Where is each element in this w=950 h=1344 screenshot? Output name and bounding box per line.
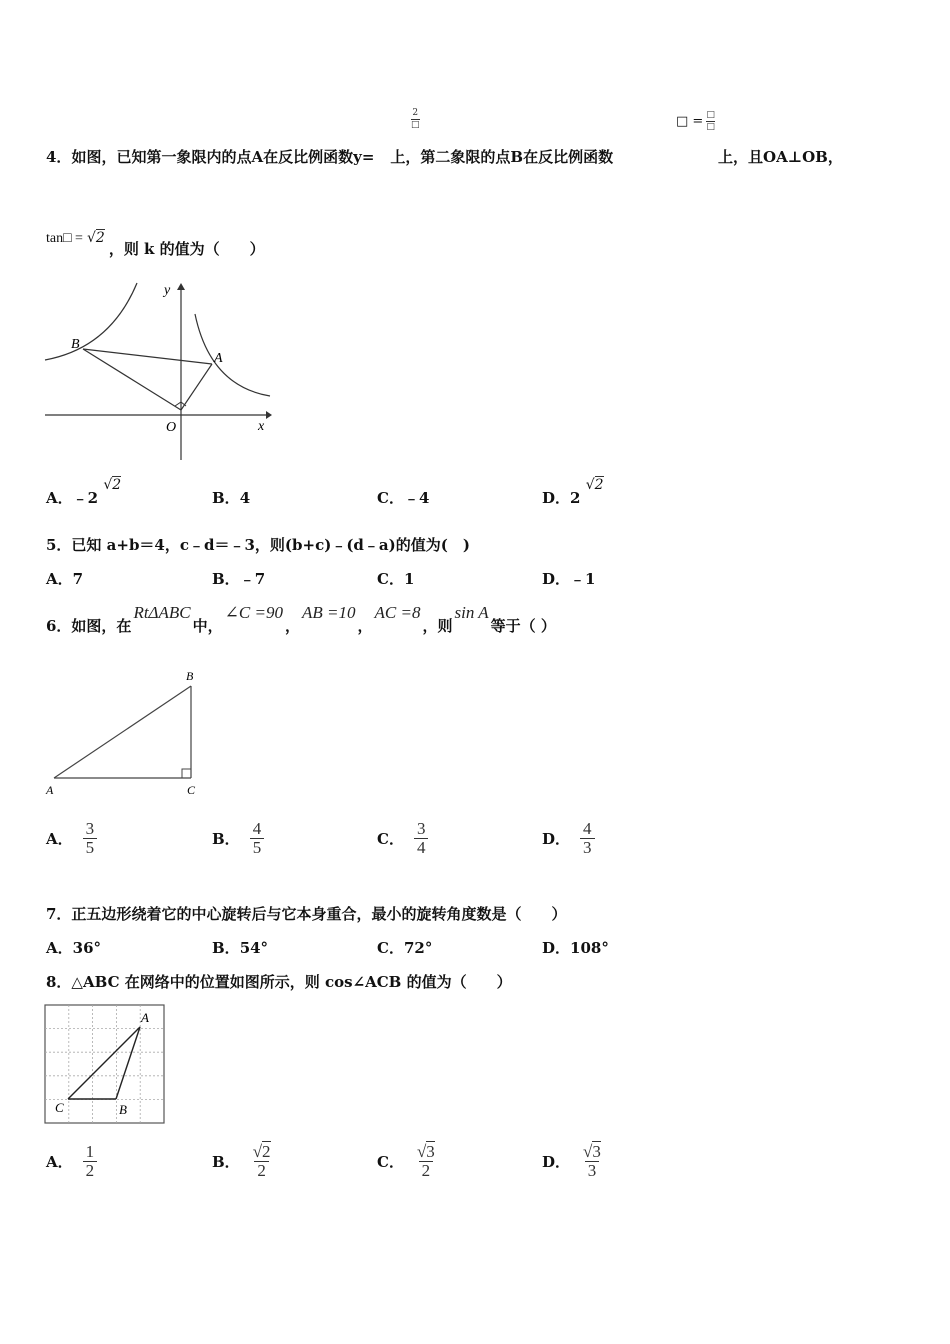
q4-func-fraction <box>411 108 420 131</box>
q4-text-d: 在反比例函数 <box>523 148 614 166</box>
q4-option-a-radicand: 2 <box>112 477 122 493</box>
q6-right-angle-mark <box>182 769 191 778</box>
q6-stem <box>46 603 556 636</box>
q8-option-c-label: C． <box>377 1152 404 1171</box>
q4-text-e: 上，且 <box>718 148 764 166</box>
q4-tan-expr: tan□ = <box>46 231 83 246</box>
q7-option-c-label: C． <box>377 939 404 957</box>
q4-stem <box>46 146 613 167</box>
q5-option-c-label: C． <box>377 570 404 588</box>
q6-sin: sin A <box>454 603 489 622</box>
q5-option-a-value: 7 <box>72 570 84 588</box>
q7-option-a-value: 36° <box>72 939 102 957</box>
q4-point-a: A <box>251 148 264 166</box>
q8-option-a-label: A． <box>46 1152 73 1171</box>
q4-option-d-label: D． <box>542 489 571 507</box>
q4-figure <box>40 278 276 464</box>
q4-option-d-value: 2 <box>570 489 581 507</box>
q6-option-c[interactable] <box>377 820 428 857</box>
q8-label-c: C <box>55 1100 64 1115</box>
q6-angle: ∠C =90 <box>224 603 283 622</box>
q6-option-a[interactable] <box>46 820 97 857</box>
q8-option-c-rad: 3 <box>426 1142 435 1161</box>
q4-option-a-label: A． <box>46 489 73 507</box>
q8-figure <box>44 1004 168 1128</box>
q6-option-b-num: 4 <box>252 819 262 838</box>
q4-condition: OA⊥OB， <box>763 148 843 166</box>
q5-option-b[interactable] <box>212 568 265 589</box>
q4-option-a[interactable] <box>46 477 122 508</box>
q7-option-c[interactable] <box>377 937 432 958</box>
q4-option-c-label: C． <box>377 489 404 507</box>
q8-option-d-label: D． <box>542 1152 571 1171</box>
q5-option-d-value: ﹣1 <box>570 570 596 588</box>
q5-option-a[interactable] <box>46 568 83 589</box>
q8-option-a-den: 2 <box>83 1161 98 1180</box>
q6-option-c-num: 3 <box>416 819 426 838</box>
q6-text-a: 6．如图，在 <box>46 617 132 635</box>
q6-comma1: ， <box>284 617 300 635</box>
q4-tan-val: 2 <box>95 230 105 246</box>
q4-question: ，则 k 的值为（ ） <box>108 240 265 258</box>
q8-option-b-den: 2 <box>254 1161 269 1180</box>
q5-option-c-value: 1 <box>403 570 415 588</box>
q4-curve-first-quadrant <box>195 314 270 396</box>
q4-y-arrow <box>177 283 185 290</box>
q6-option-d-den: 3 <box>580 838 595 857</box>
q4-option-d-sqrt: √2 <box>585 477 604 493</box>
q4-number: 4． <box>46 148 72 166</box>
q4-option-c[interactable] <box>377 487 429 508</box>
q6-text-b: 中， <box>192 617 223 635</box>
q7-option-d-label: D． <box>542 939 571 957</box>
q6-option-b[interactable] <box>212 820 264 857</box>
q7-stem: 7．正五边形绕着它的中心旋转后与它本身重合，最小的旋转角度数是（ ） <box>46 905 567 923</box>
q6-rt: RtΔABC <box>133 603 191 622</box>
q6-option-d[interactable] <box>542 820 595 857</box>
q6-ac: AC =8 <box>374 603 421 622</box>
q4-text-b: 在反比例函数 <box>263 148 354 166</box>
q7-option-b[interactable] <box>212 937 268 958</box>
q4-func-frac-num: 2 <box>412 108 419 118</box>
q4-option-d-radicand: 2 <box>594 477 604 493</box>
q4-x-arrow <box>266 411 272 419</box>
q4-option-b-value: 4 <box>239 489 251 507</box>
q6-option-d-label: D． <box>542 829 571 848</box>
q8-stem: 8．△ABC 在网络中的位置如图所示，则 cos∠ACB 的值为（ ） <box>46 973 512 991</box>
q4-option-c-value: ﹣4 <box>403 489 430 507</box>
q7-option-c-value: 72° <box>403 939 433 957</box>
q4-option-b-label: B． <box>212 489 240 507</box>
q7-option-d[interactable] <box>542 937 609 958</box>
q6-option-c-label: C． <box>377 829 404 848</box>
q4-label-o: O <box>166 420 177 435</box>
q6-option-a-den: 5 <box>83 838 98 857</box>
q6-option-d-num: 4 <box>583 819 592 838</box>
q6-label-c: C <box>187 783 196 797</box>
q5-option-b-label: B． <box>212 570 240 588</box>
q8-option-b-label: B． <box>212 1152 240 1171</box>
q4-point-b: B <box>510 148 524 166</box>
q7-option-d-value: 108° <box>570 939 609 957</box>
q7-option-a-label: A． <box>46 939 73 957</box>
q4-func2 <box>676 110 715 133</box>
q6-option-a-num: 3 <box>85 819 95 838</box>
q4-func2-frac-num: □ <box>706 110 715 120</box>
q8-option-c[interactable]: C． $\frac{√3}{2}$ <box>377 1142 435 1180</box>
q6-comma2: ， <box>357 617 373 635</box>
q8-option-d[interactable]: D． $\frac{√3}{3}$ <box>542 1142 601 1180</box>
q4-label-a: A <box>214 351 223 366</box>
q4-option-a-value: ﹣2 <box>72 489 99 507</box>
q5-stem: 5．已知 a+b＝4，c﹣d＝﹣3，则(b+c)﹣(d﹣a)的值为( ) <box>46 536 470 554</box>
q4-text-a: 如图，已知第一象限内的点 <box>71 148 252 166</box>
q4-option-d[interactable] <box>542 477 604 508</box>
q4-stem-tail <box>718 146 843 167</box>
q6-label-a: A <box>46 783 54 797</box>
q6-option-b-den: 5 <box>250 838 265 857</box>
q6-label-b: B <box>186 669 194 683</box>
q5-option-a-label: A． <box>46 570 73 588</box>
q4-tan-line <box>46 226 265 258</box>
q6-text-d: 等于（ ） <box>490 617 556 635</box>
q4-func-frac-den: □ <box>411 120 420 130</box>
q8-option-d-den: 3 <box>585 1161 600 1180</box>
q4-func2-frac-den: □ <box>706 122 715 132</box>
q7-option-b-value: 54° <box>239 939 269 957</box>
q4-option-b[interactable] <box>212 487 250 508</box>
q8-option-b[interactable]: B． $\frac{√2}{2}$ <box>212 1142 271 1180</box>
q6-option-a-label: A． <box>46 829 73 848</box>
q5-option-d[interactable] <box>542 568 595 589</box>
q6-text-c: ，则 <box>422 617 453 635</box>
q4-label-y: y <box>164 283 171 298</box>
q7-option-b-label: B． <box>212 939 240 957</box>
q4-curve-second-quadrant <box>45 283 137 360</box>
q4-tan-sqrt: √2 <box>86 230 105 246</box>
q5-option-c[interactable] <box>377 568 414 589</box>
q4-option-a-sqrt: √2 <box>103 477 122 493</box>
q5-option-b-value: ﹣7 <box>239 570 266 588</box>
q8-option-c-den: 2 <box>419 1161 434 1180</box>
q8-label-a: A <box>141 1010 149 1025</box>
q4-text-c: 上，第二象限的点 <box>390 148 511 166</box>
q8-option-b-rad: 2 <box>262 1142 271 1161</box>
q8-option-a-num: 1 <box>85 1142 95 1161</box>
q4-func: y= <box>353 148 375 166</box>
q6-side-ab <box>54 686 191 778</box>
q8-option-a[interactable] <box>46 1143 97 1180</box>
q8-option-d-rad: 3 <box>592 1142 601 1161</box>
q4-label-b: B <box>71 337 80 352</box>
q4-label-x: x <box>258 419 265 434</box>
q4-func2-left: □ = <box>676 114 704 129</box>
q7-option-a[interactable] <box>46 937 101 958</box>
q6-ab: AB =10 <box>302 603 356 622</box>
q6-option-b-label: B． <box>212 829 240 848</box>
q6-option-c-den: 4 <box>414 838 429 857</box>
q4-segment-oa <box>181 364 212 410</box>
q8-label-b: B <box>119 1102 127 1117</box>
q6-figure <box>42 664 212 804</box>
q5-option-d-label: D． <box>542 570 571 588</box>
